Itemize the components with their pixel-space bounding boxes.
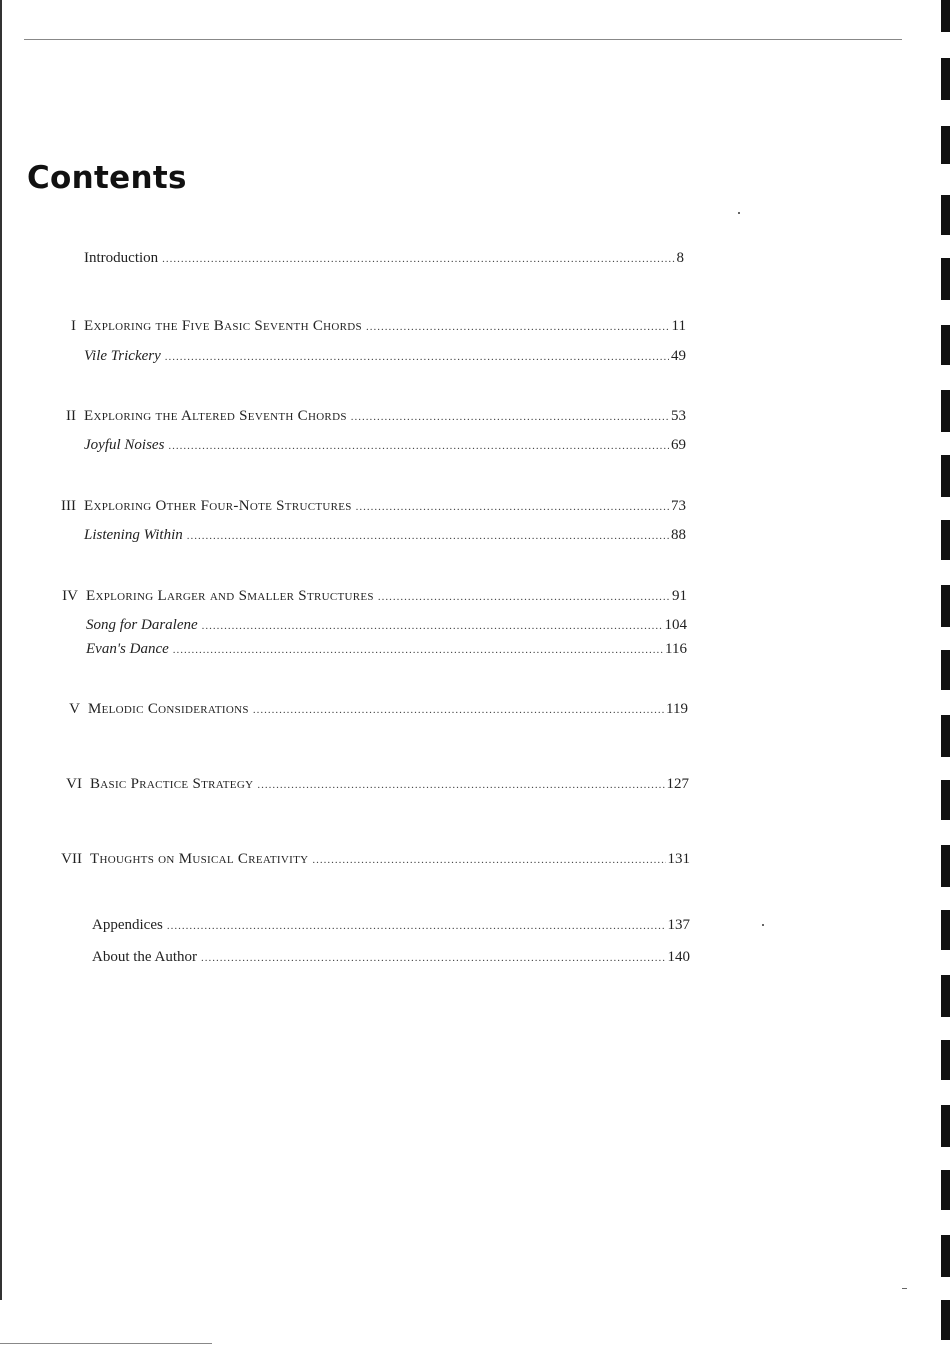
dot-leader: [162, 253, 674, 265]
binding-punch-strip: [938, 0, 950, 1347]
toc-entry-page: 8: [676, 250, 684, 266]
toc-entry-number: I: [71, 318, 76, 334]
punch-hole: [941, 975, 950, 1017]
toc-entry-vile-trickery[interactable]: [48, 348, 686, 365]
dot-leader: [165, 351, 669, 363]
toc-entry-number: VII: [61, 851, 82, 867]
toc-entry-label: Exploring the Altered Seventh Chords: [84, 408, 347, 424]
toc-entry-chapter-4[interactable]: [50, 588, 687, 605]
dot-leader: [202, 620, 663, 632]
bottom-rule: [0, 1343, 212, 1344]
dot-leader: [187, 530, 669, 542]
toc-entry-label: Joyful Noises: [84, 437, 165, 453]
toc-entry-label: Introduction: [84, 250, 159, 266]
punch-hole: [941, 650, 950, 690]
page-left-edge: [0, 0, 2, 1300]
toc-entry-label: Vile Trickery: [84, 348, 161, 364]
toc-entry-page: 116: [665, 641, 687, 657]
dot-leader: [312, 854, 665, 866]
punch-hole: [941, 1040, 950, 1080]
toc-entry-page: 73: [671, 498, 686, 514]
punch-hole: [941, 845, 950, 887]
toc-entry-page: 119: [666, 701, 688, 717]
punch-hole: [941, 58, 950, 100]
punch-hole: [941, 780, 950, 820]
toc-entry-label: Song for Daralene: [86, 617, 198, 633]
punch-hole: [941, 258, 950, 300]
toc-entry-evans-dance[interactable]: [50, 641, 687, 658]
toc-entry-introduction[interactable]: [48, 250, 684, 267]
dot-leader: [351, 411, 669, 423]
toc-entry-label: Exploring Other Four-Note Structures: [84, 498, 352, 514]
dot-leader: [356, 501, 669, 513]
punch-hole: [941, 1170, 950, 1210]
scan-speck: [762, 924, 764, 926]
toc-entry-page: 104: [664, 617, 687, 633]
dot-leader: [201, 952, 666, 964]
dot-leader: [253, 704, 664, 716]
toc-entry-page: 131: [667, 851, 690, 867]
toc-entry-page: 69: [671, 437, 686, 453]
punch-hole: [941, 1300, 950, 1340]
toc-entry-about-the-author[interactable]: [56, 949, 690, 966]
punch-hole: [941, 325, 950, 365]
toc-entry-page: 49: [671, 348, 686, 364]
toc-entry-label: Exploring the Five Basic Seventh Chords: [84, 318, 362, 334]
punch-hole: [941, 585, 950, 627]
toc-entry-label: Evan's Dance: [86, 641, 169, 657]
punch-hole: [941, 1235, 950, 1277]
toc-entry-chapter-7[interactable]: [54, 851, 690, 868]
toc-entry-label: Melodic Considerations: [88, 701, 249, 717]
toc-entry-number: VI: [66, 776, 82, 792]
toc-entry-chapter-2[interactable]: [48, 408, 686, 425]
punch-hole: [941, 1105, 950, 1147]
toc-entry-page: 53: [671, 408, 686, 424]
toc-entry-chapter-1[interactable]: [48, 318, 686, 335]
toc-entry-chapter-3[interactable]: [48, 498, 686, 515]
toc-entry-label: Thoughts on Musical Creativity: [90, 851, 309, 867]
toc-entry-song-for-daralene[interactable]: [50, 617, 687, 634]
toc-entry-label: Basic Practice Strategy: [90, 776, 254, 792]
punch-hole: [941, 715, 950, 757]
toc-entry-label: About the Author: [92, 949, 197, 965]
toc-entry-page: 88: [671, 527, 686, 543]
dot-leader: [168, 440, 669, 452]
dot-leader: [366, 321, 670, 333]
toc-entry-number: II: [66, 408, 76, 424]
toc-entry-number: III: [61, 498, 76, 514]
toc-entry-label: Exploring Larger and Smaller Structures: [86, 588, 374, 604]
dot-leader: [378, 591, 670, 603]
scan-speck: [902, 1288, 907, 1289]
punch-hole: [941, 0, 950, 32]
scan-speck: [738, 212, 740, 214]
toc-entry-page: 127: [666, 776, 689, 792]
toc-entry-chapter-6[interactable]: [54, 776, 689, 793]
punch-hole: [941, 520, 950, 560]
punch-hole: [941, 126, 950, 164]
toc-entry-page: 137: [667, 917, 690, 933]
dot-leader: [173, 644, 663, 656]
toc-entry-label: Appendices: [92, 917, 163, 933]
toc-entry-number: IV: [62, 588, 78, 604]
toc-entry-chapter-5[interactable]: [52, 701, 688, 718]
toc-entry-page: 91: [672, 588, 687, 604]
toc-entry-page: 11: [671, 318, 686, 334]
toc-entry-number: V: [69, 701, 80, 717]
punch-hole: [941, 455, 950, 497]
toc-entry-page: 140: [667, 949, 690, 965]
punch-hole: [941, 390, 950, 432]
dot-leader: [167, 920, 666, 932]
dot-leader: [257, 779, 664, 791]
punch-hole: [941, 195, 950, 235]
toc-entry-joyful-noises[interactable]: [48, 437, 686, 454]
toc-entry-listening-within[interactable]: [48, 527, 686, 544]
page-title: Contents: [27, 160, 187, 196]
toc-entry-appendices[interactable]: [56, 917, 690, 934]
punch-hole: [941, 910, 950, 950]
top-rule: [24, 39, 902, 40]
toc-entry-label: Listening Within: [84, 527, 183, 543]
